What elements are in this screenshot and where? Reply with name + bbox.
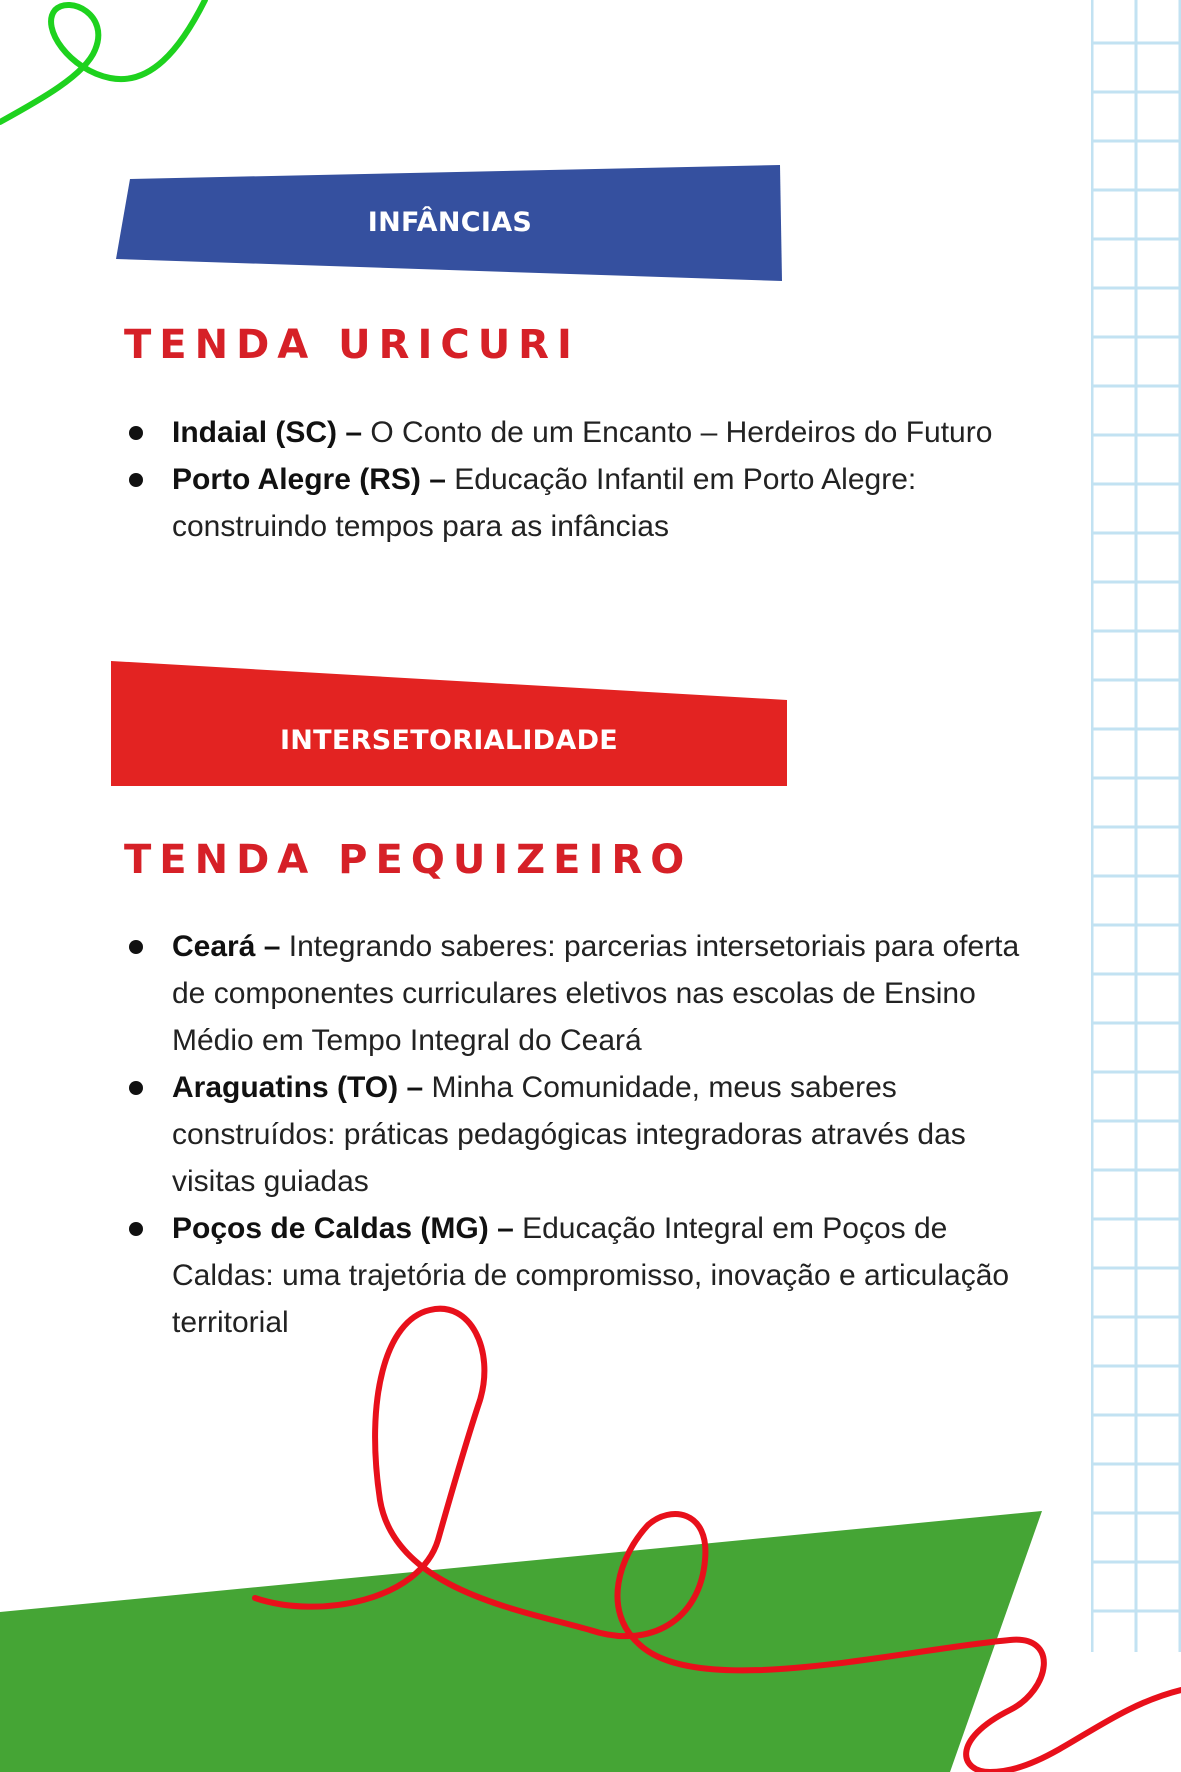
section-banner-intersetorialidade <box>111 661 787 786</box>
entry-title: Educação Infantil em Porto Alegre: construindo tempos para as infâncias <box>172 463 917 543</box>
list-item <box>124 409 1024 456</box>
banner-label: INTERSETORIALIDADE <box>279 725 619 756</box>
entry-title: Educação Integral em Poços de Caldas: uma trajetória de compromisso, inovação e articulação territorial <box>172 1212 1010 1339</box>
entry-list-uricuri <box>124 409 1024 550</box>
red-squiggle <box>255 1309 1181 1772</box>
bullet-icon <box>129 1222 143 1236</box>
entry-title: Minha Comunidade, meus saberes construídos: práticas pedagógicas integradoras através das visitas guiadas <box>172 1071 966 1198</box>
entry-list-pequizeiro <box>124 923 1024 1346</box>
list-item <box>124 1205 1024 1346</box>
entry-place: Araguatins (TO) – <box>172 1071 424 1104</box>
entry-place: Ceará – <box>172 930 281 963</box>
tent-title-uricuri: TENDA URICURI <box>124 322 580 368</box>
entry-place: Porto Alegre (RS) – <box>172 463 446 496</box>
entry-title: Integrando saberes: parcerias intersetoriais para oferta de componentes curriculares eletivos nas escolas de Ensino Médio em Tempo Integral do Ceará <box>172 930 1020 1057</box>
bullet-icon <box>129 473 143 487</box>
list-item <box>124 923 1024 1064</box>
entry-title: O Conto de um Encanto – Herdeiros do Futuro <box>370 416 993 449</box>
list-item <box>124 1064 1024 1205</box>
banner-label: INFÂNCIAS <box>367 207 533 238</box>
grid-paper-decoration <box>1091 0 1181 1652</box>
tent-title-pequizeiro: TENDA PEQUIZEIRO <box>124 837 693 883</box>
bullet-icon <box>129 426 143 440</box>
bullet-icon <box>129 940 143 954</box>
entry-place: Poços de Caldas (MG) – <box>172 1212 514 1245</box>
list-item <box>124 456 1024 550</box>
bullet-icon <box>129 1081 143 1095</box>
entry-place: Indaial (SC) – <box>172 416 363 449</box>
green-shape <box>0 1511 1042 1772</box>
green-squiggle-decoration <box>0 0 240 140</box>
section-banner-infancias <box>116 165 784 281</box>
